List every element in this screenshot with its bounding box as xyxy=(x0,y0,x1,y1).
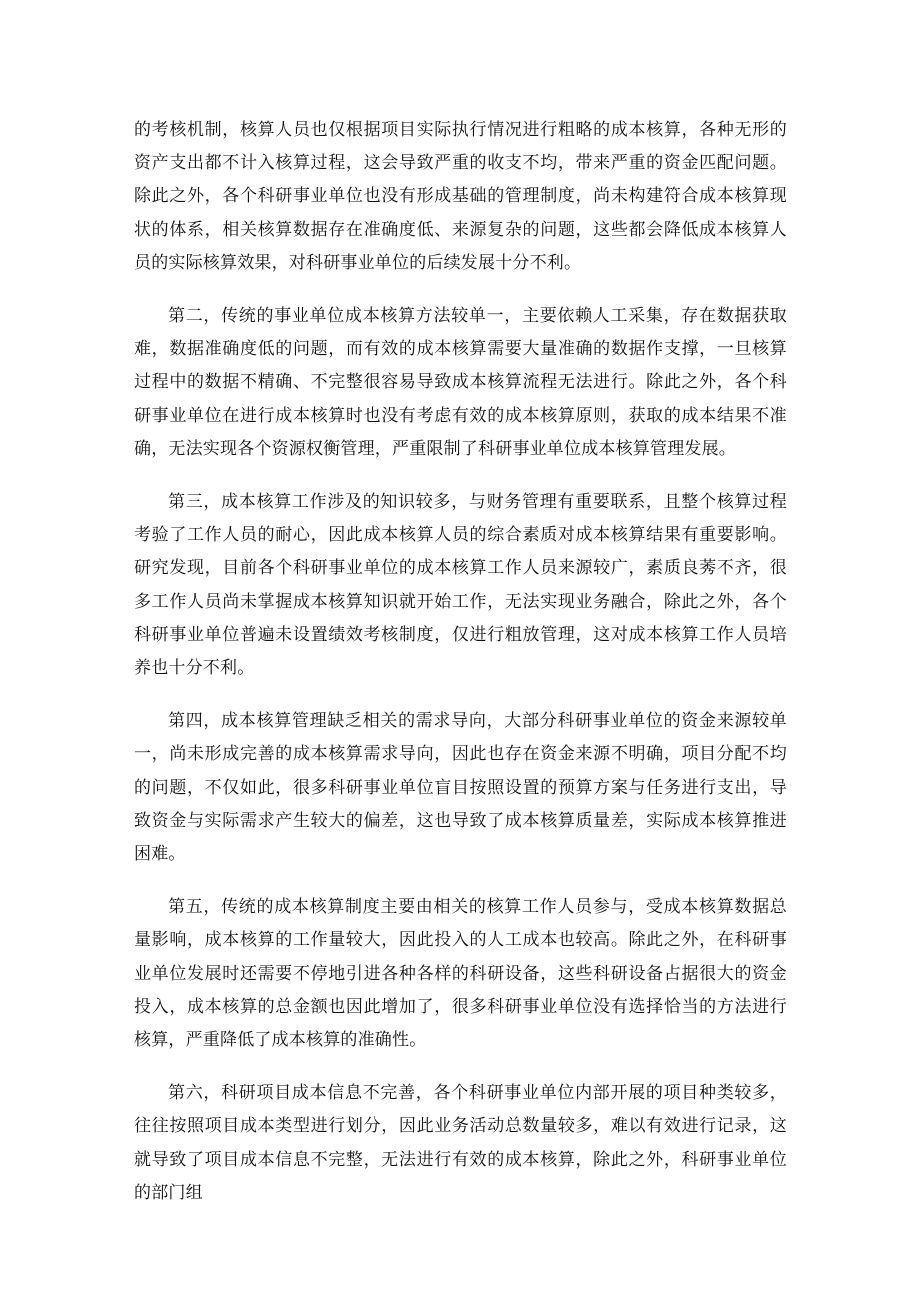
paragraph-continuation: 的考核机制，核算人员也仅根据项目实际执行情况进行粗略的成本核算，各种无形的资产支出都不计入核算过程，这会导致严重的收支不均，带来严重的资金匹配问题。除此之外，各个科研事业单位也没有形成基础的管理制度，尚未构建符合成本核算现状的体系，相关核算数据存在准确度低、来源复杂的问题，这些都会降低成本核算人员的实际核算效果，对科研事业单位的后续发展十分不利。 xyxy=(134,120,787,273)
document-body xyxy=(134,114,787,1230)
paragraph-third: 第三，成本核算工作涉及的知识较多，与财务管理有重要联系，且整个核算过程考验了工作人员的耐心，因此成本核算人员的综合素质对成本核算结果有重要影响。研究发现，目前各个科研事业单位的成本核算工作人员来源较广，素质良莠不齐，很多工作人员尚未掌握成本核算知识就开始工作，无法实现业务融合，除此之外，各个科研事业单位普遍未设置绩效考核制度，仅进行粗放管理，这对成本核算工作人员培养也十分不利。 xyxy=(134,492,787,679)
paragraph-fifth: 第五，传统的成本核算制度主要由相关的核算工作人员参与，受成本核算数据总量影响，成本核算的工作量较大，因此投入的人工成本也较高。除此之外，在科研事业单位发展时还需要不停地引进各种各样的科研设备，这些科研设备占据很大的资金投入，成本核算的总金额也因此增加了，很多科研事业单位没有选择恰当的方法进行核算，严重降低了成本核算的准确性。 xyxy=(134,897,787,1051)
paragraph-second: 第二，传统的事业单位成本核算方法较单一，主要依赖人工采集，存在数据获取难，数据准确度低的问题，而有效的成本核算需要大量准确的数据作支撑，一旦核算过程中的数据不精确、不完整很容易导致成本核算流程无法进行。除此之外，各个科研事业单位在进行成本核算时也没有考虑有效的成本核算原则，获取的成本结果不准确，无法实现各个资源权衡管理，严重限制了科研事业单位成本核算管理发展。 xyxy=(134,306,787,459)
paragraph-sixth: 第六，科研项目成本信息不完善，各个科研事业单位内部开展的项目种类较多，往往按照项目成本类型进行划分，因此业务活动总数量较多，难以有效进行记录，这就导致了项目成本信息不完整，无法进行有效的成本核算，除此之外，科研事业单位的部门组 xyxy=(134,1083,787,1203)
paragraph-fourth: 第四，成本核算管理缺乏相关的需求导向，大部分科研事业单位的资金来源较单一，尚未形成完善的成本核算需求导向，因此也存在资金来源不明确，项目分配不均的问题，不仅如此，很多科研事业单位盲目按照设置的预算方案与任务进行支出，导致资金与实际需求产生较大的偏差，这也导致了成本核算质量差，实际成本核算推进困难。 xyxy=(134,711,787,865)
